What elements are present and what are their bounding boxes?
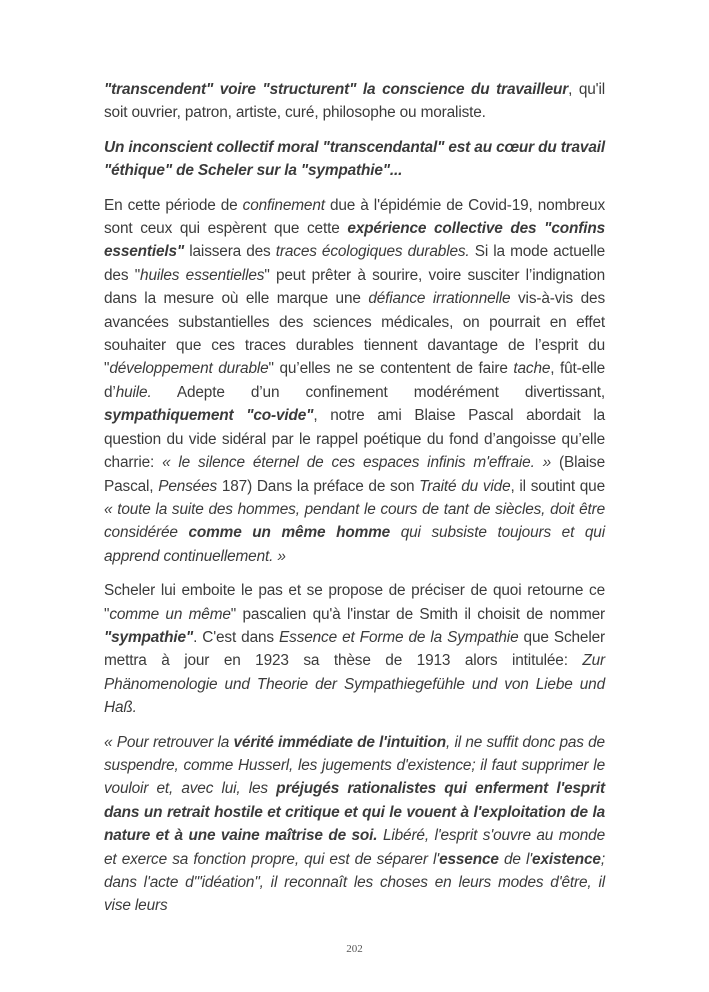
paragraph-confinement — [104, 194, 605, 569]
text-segment: Adepte d’un confinement modérément divertissant, — [151, 383, 605, 401]
text-segment: ; dans l'acte d'"idéation", il reconnaît les choses en leurs modes d'être, il vise leurs — [104, 850, 605, 915]
text-segment: 187) Dans la préface de son — [217, 477, 420, 495]
text-segment: de l' — [498, 850, 533, 868]
paragraph-worker-conscience — [104, 78, 605, 125]
text-segment: , il ne suffit donc pas de suspendre, comme Husserl, les jugements d'existence; il faut supprimer le vouloir et, avec lui, les — [104, 733, 605, 798]
text-segment: comme un même — [109, 605, 231, 623]
text-segment: essence — [439, 850, 499, 868]
text-segment: Libéré, l'esprit s'ouvre au monde et exerce sa fonction propre, qui est de séparer l' — [104, 827, 606, 868]
text-segment: . C'est dans — [193, 628, 280, 646]
text-segment: huile. — [115, 383, 152, 401]
text-segment: Scheler lui emboite le pas et se propose de préciser de quoi retourne ce " — [104, 582, 605, 623]
text-segment: " pascalien qu'à l'instar de Smith il choisit de nommer — [230, 605, 605, 623]
text-segment: vis-à-vis des avancées substantielles des sciences médicales, on pourrait en effet souhaiter que ces traces durables tiennent davantage de l’esprit du " — [104, 290, 605, 378]
text-segment: préjugés rationalistes qui enferment l'esprit dans un retrait hostile et critique et qui le vouent à l'exploitation de la nature et à une vaine maîtrise de soi. — [104, 780, 605, 845]
paragraph-scheler — [104, 579, 605, 719]
paragraph-thesis — [104, 136, 605, 183]
text-segment: huiles essentielles — [140, 266, 265, 284]
text-segment: existence — [532, 850, 601, 868]
text-segment: sympathiquement "co-vide" — [104, 407, 314, 425]
text-segment: Si la mode actuelle des " — [104, 243, 605, 284]
text-segment: " peut prêter à sourire, voire susciter l’indignation dans la mesure où elle marque une — [104, 266, 605, 308]
text-segment: (Blaise Pascal, — [104, 454, 606, 495]
pascal-quote: « toute la suite des hommes, pendant le cours de tant de siècles, doit être considérée — [104, 500, 605, 542]
text-segment: "transcendent" voire "structurent" la conscience du travailleur — [104, 81, 569, 98]
pascal-quote: « le silence éternel de ces espaces infinis m'effraie. » — [162, 454, 552, 472]
text-segment: " qu’elles ne se contentent de faire — [268, 360, 514, 378]
text-segment: tache — [513, 360, 551, 378]
text-segment: défiance irrationnelle — [368, 290, 511, 308]
text-segment: vérité immédiate de l'intuition — [233, 733, 447, 751]
text-segment: due à l'épidémie de Covid-19, nombreux sont ceux qui espèrent que cette — [104, 196, 605, 238]
paragraph-block-quote — [104, 731, 605, 918]
text-segment: que Scheler mettra à jour en 1923 sa thèse de 1913 alors intitulée: — [104, 628, 605, 670]
book-title: Essence et Forme de la Sympathie — [279, 628, 519, 646]
text-segment: comme un même homme — [188, 524, 391, 542]
text-segment: confinement — [242, 196, 325, 214]
text-segment: laissera des — [184, 243, 276, 261]
text-segment: "sympathie" — [104, 628, 194, 646]
text-segment: , notre ami Blaise Pascal abordait la question du vide sidéral par le rappel poétique du fond d’angoisse qu’elle charrie: — [104, 407, 605, 472]
book-title: Pensées — [158, 477, 218, 495]
page-number: 202 — [346, 943, 363, 955]
text-segment: traces écologiques durables. — [275, 243, 470, 261]
text-segment: , fût-elle d’ — [104, 360, 606, 401]
text-segment: Un inconscient collectif moral "transcendantal" est au cœur du travail "éthique" de Scheler sur la "sympathie"... — [104, 138, 605, 180]
text-segment: expérience collective des "confins essentiels" — [104, 220, 605, 261]
text-segment: , qu'il soit ouvrier, patron, artiste, curé, philosophe ou moraliste. — [104, 81, 605, 122]
book-title: Zur Phänomenologie und Theorie der Sympathiegefühle und von Liebe und Haß. — [104, 652, 605, 717]
document-page — [104, 78, 605, 929]
text-segment: « Pour retrouver la — [104, 733, 234, 751]
text-segment: développement durable — [109, 360, 269, 378]
text-segment: , il soutint que — [510, 477, 605, 495]
pascal-quote: qui subsiste toujours et qui apprend continuellement. » — [104, 524, 605, 565]
text-segment: En cette période de — [104, 196, 243, 214]
book-title: Traité du vide — [419, 477, 511, 495]
